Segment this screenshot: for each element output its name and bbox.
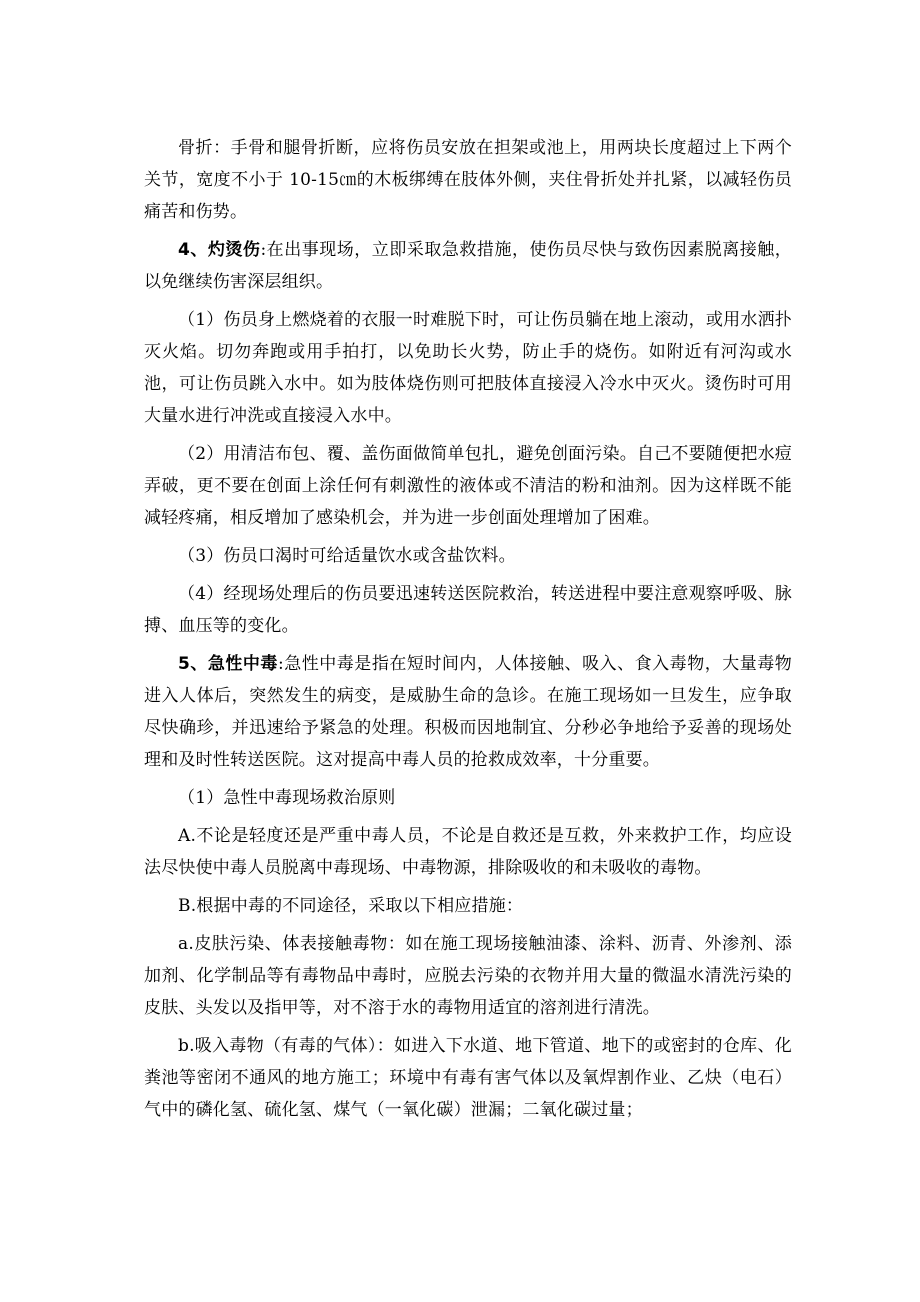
- paragraph-burn-3: [144, 540, 792, 572]
- paragraph-fracture: [144, 132, 792, 228]
- section-heading-burn: 4、灼烫伤: [178, 240, 261, 260]
- paragraph-burn-heading: [144, 234, 792, 298]
- paragraph-poison-B: [144, 890, 792, 922]
- paragraph-text: （2）用清洁布包、覆、盖伤面做简单包扎，避免创面污染。自己不要随便把水痘弄破，更不要在创面上涂任何有刺激性的液体或不清洁的粉和油剂。因为这样既不能减轻疼痛，相反增加了感染机会，并为进一步创面处理增加了困难。: [144, 444, 792, 528]
- paragraph-text: （3）伤员口渴时可给适量饮水或含盐饮料。: [178, 546, 516, 566]
- paragraph-text: （4）经现场处理后的伤员要迅速转送医院救治，转送进程中要注意观察呼吸、脉搏、血压等的变化。: [144, 584, 792, 636]
- paragraph-burn-4: [144, 578, 792, 642]
- paragraph-text: （1）伤员身上燃烧着的衣服一时难脱下时，可让伤员躺在地上滚动，或用水洒扑灭火焰。切勿奔跑或用手拍打，以免助长火势，防止手的烧伤。如附近有河沟或水池，可让伤员跳入水中。如为肢体烧伤则可把肢体直接浸入冷水中灭火。烫伤时可用大量水进行冲洗或直接浸入水中。: [144, 310, 792, 426]
- paragraph-text: :在出事现场，立即采取急救措施，使伤员尽快与致伤因素脱离接触，以免继续伤害深层组织。: [144, 240, 792, 292]
- paragraph-text: 骨折：手骨和腿骨折断，应将伤员安放在担架或池上，用两块长度超过上下两个关节，宽度不小于 10-15㎝的木板绑缚在肢体外侧，夹住骨折处并扎紧，以减轻伤员痛苦和伤势。: [144, 138, 792, 222]
- paragraph-text: b.吸入毒物（有毒的气体）：如进入下水道、地下管道、地下的或密封的仓库、化粪池等密闭不通风的地方施工；环境中有毒有害气体以及氧焊割作业、乙炔（电石）气中的磷化氢、硫化氢、煤气（一氧化碳）泄漏；二氧化碳过量；: [144, 1036, 792, 1120]
- paragraph-poison-a: [144, 928, 792, 1024]
- paragraph-poison-b: [144, 1030, 792, 1126]
- section-heading-poison: 5、急性中毒: [178, 654, 278, 674]
- paragraph-text: B.根据中毒的不同途径，采取以下相应措施：: [178, 896, 524, 916]
- paragraph-poison-heading: [144, 648, 792, 776]
- paragraph-text: （1）急性中毒现场救治原则: [178, 788, 396, 808]
- paragraph-text: :急性中毒是指在短时间内，人体接触、吸入、食入毒物，大量毒物进入人体后，突然发生的病变，是威胁生命的急诊。在施工现场如一旦发生，应争取尽快确珍，并迅速给予紧急的处理。积极而因地制宜、分秒必争地给予妥善的现场处理和及时性转送医院。这对提高中毒人员的抢救成效率，十分重要。: [144, 654, 793, 770]
- paragraph-poison-A: [144, 820, 792, 884]
- paragraph-burn-2: [144, 438, 792, 534]
- paragraph-burn-1: [144, 304, 792, 432]
- paragraph-text: A.不论是轻度还是严重中毒人员，不论是自救还是互救，外来救护工作，均应设法尽快使中毒人员脱离中毒现场、中毒物源，排除吸收的和未吸收的毒物。: [144, 826, 792, 878]
- document-body: [144, 132, 792, 1126]
- paragraph-text: a.皮肤污染、体表接触毒物：如在施工现场接触油漆、涂料、沥青、外渗剂、添加剂、化学制品等有毒物品中毒时，应脱去污染的衣物并用大量的微温水清洗污染的皮肤、头发以及指甲等，对不溶于水的毒物用适宜的溶剂进行清洗。: [144, 934, 792, 1018]
- paragraph-poison-1: [144, 782, 792, 814]
